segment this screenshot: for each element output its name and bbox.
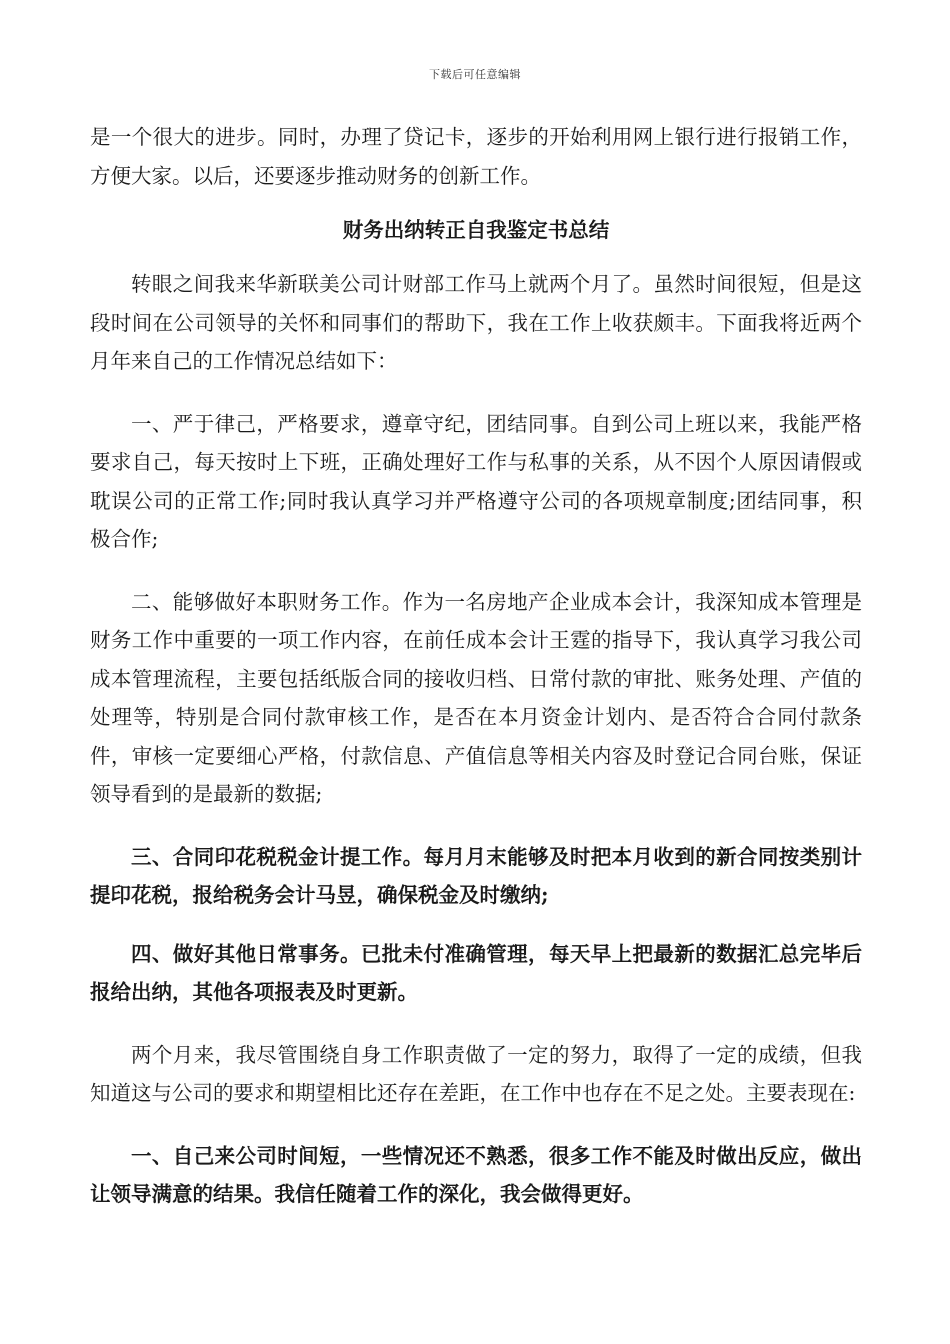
page-header-note: 下载后可任意编辑 bbox=[429, 68, 521, 81]
paragraph-5: 四、做好其他日常事务。已批未付准确管理，每天早上把最新的数据汇总完毕后报给出纳，其他各项报表及时更新。 bbox=[90, 941, 862, 1004]
document-title: 财务出纳转正自我鉴定书总结 bbox=[342, 218, 610, 242]
paragraph-1: 转眼之间我来华新联美公司计财部工作马上就两个月了。虽然时间很短，但是这段时间在公司领导的关怀和同事们的帮助下，我在工作上收获颇丰。下面我将近两个月年来自己的工作情况总结如下： bbox=[90, 272, 862, 373]
paragraph-6: 两个月来，我尽管围绕自身工作职责做了一定的努力，取得了一定的成绩，但我知道这与公司的要求和期望相比还存在差距，在工作中也存在不足之处。主要表现在: bbox=[90, 1042, 862, 1105]
document-body bbox=[90, 118, 862, 1214]
paragraph-7: 一、自己来公司时间短，一些情况还不熟悉，很多工作不能及时做出反应，做出让领导满意的结果。我信任随着工作的深化，我会做得更好。 bbox=[90, 1143, 862, 1206]
paragraph-3: 二、能够做好本职财务工作。作为一名房地产企业成本会计，我深知成本管理是财务工作中重要的一项工作内容，在前任成本会计王霆的指导下，我认真学习我公司成本管理流程，主要包括纸版合同的接收归档、日常付款的审批、账务处理、产值的处理等，特别是合同付款审核工作，是否在本月资金计划内、是否符合合同付款条件，审核一定要细心严格，付款信息、产值信息等相关内容及时登记合同台账，保证领导看到的是最新的数据; bbox=[90, 589, 862, 806]
intro-paragraph: 是一个很大的进步。同时，办理了贷记卡，逐步的开始利用网上银行进行报销工作，方便大家。以后，还要逐步推动财务的创新工作。 bbox=[90, 125, 862, 188]
paragraph-2: 一、严于律己，严格要求，遵章守纪，团结同事。自到公司上班以来，我能严格要求自己，每天按时上下班，正确处理好工作与私事的关系，从不因个人原因请假或耽误公司的正常工作;同时我认真学习并严格遵守公司的各项规章制度;团结同事，积极合作; bbox=[90, 411, 862, 551]
paragraph-4: 三、合同印花税税金计提工作。每月月末能够及时把本月收到的新合同按类别计提印花税，报给税务会计马昱，确保税金及时缴纳; bbox=[90, 844, 862, 907]
